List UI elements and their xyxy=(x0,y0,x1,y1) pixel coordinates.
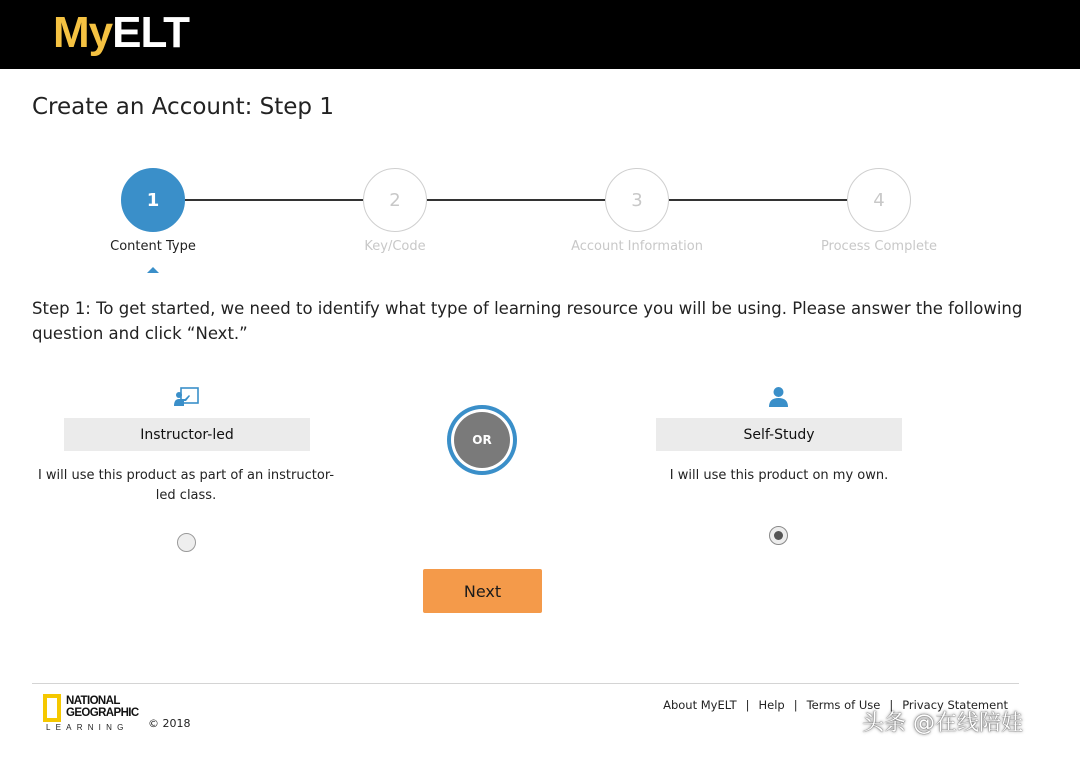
step-connector xyxy=(427,199,605,201)
step-3-label: Account Information xyxy=(571,239,703,254)
step-1-circle: 1 xyxy=(121,168,185,232)
footer-link-privacy[interactable]: Privacy Statement xyxy=(902,698,1008,712)
ng-brand-line3: LEARNING xyxy=(46,723,129,732)
instructor-led-button[interactable]: Instructor-led xyxy=(64,418,310,451)
footer-link-about[interactable]: About MyELT xyxy=(663,698,737,712)
step-4-label: Process Complete xyxy=(820,239,938,254)
top-bar xyxy=(0,0,1080,69)
footer-link-help[interactable]: Help xyxy=(758,698,785,712)
step-connector xyxy=(185,199,363,201)
instructor-board-icon xyxy=(173,387,200,408)
page-title: Create an Account: Step 1 xyxy=(32,94,334,120)
or-label: OR xyxy=(454,412,510,468)
step-4-circle: 4 xyxy=(847,168,911,232)
logo-my: My xyxy=(53,8,113,57)
watermark: 头条 @在线陪娃 xyxy=(862,711,1023,736)
logo-elt: ELT xyxy=(112,8,189,57)
next-button[interactable]: Next xyxy=(423,569,542,613)
footer-divider xyxy=(32,683,1019,684)
footer-link-terms[interactable]: Terms of Use xyxy=(806,698,881,712)
ng-wordmark xyxy=(66,695,139,719)
step-prefix: Step 1: xyxy=(32,299,91,318)
ng-brand-line1: NATIONAL xyxy=(66,695,120,707)
self-study-radio[interactable] xyxy=(769,526,788,545)
self-study-description: I will use this product on my own. xyxy=(669,468,889,483)
step-3-circle: 3 xyxy=(605,168,669,232)
instructor-led-description: I will use this product as part of an instructor-led class. xyxy=(37,468,335,503)
national-geographic-learning-logo[interactable] xyxy=(43,694,143,736)
progress-stepper xyxy=(0,168,1080,278)
step-2-circle: 2 xyxy=(363,168,427,232)
instructor-led-radio[interactable] xyxy=(177,533,196,552)
step-1-label: Content Type xyxy=(110,239,196,254)
copyright: © 2018 xyxy=(148,717,191,730)
footer-separator: | xyxy=(745,698,750,712)
person-icon xyxy=(768,386,789,408)
step-instructions-text: To get started, we need to identify what type of learning resource you will be using. Please answer the following question and click “Next.” xyxy=(32,299,1023,343)
footer-separator: | xyxy=(889,698,894,712)
step-connector xyxy=(669,199,847,201)
footer-separator: | xyxy=(793,698,798,712)
self-study-button[interactable]: Self-Study xyxy=(656,418,902,451)
myelt-logo[interactable] xyxy=(53,7,189,59)
or-divider-badge xyxy=(447,405,517,475)
ng-yellow-border-icon xyxy=(43,694,61,722)
current-step-caret-icon xyxy=(147,267,159,273)
step-2-label: Key/Code xyxy=(364,239,426,254)
step-instructions xyxy=(32,296,1032,346)
ng-brand-line2: GEOGRAPHIC xyxy=(66,707,139,719)
